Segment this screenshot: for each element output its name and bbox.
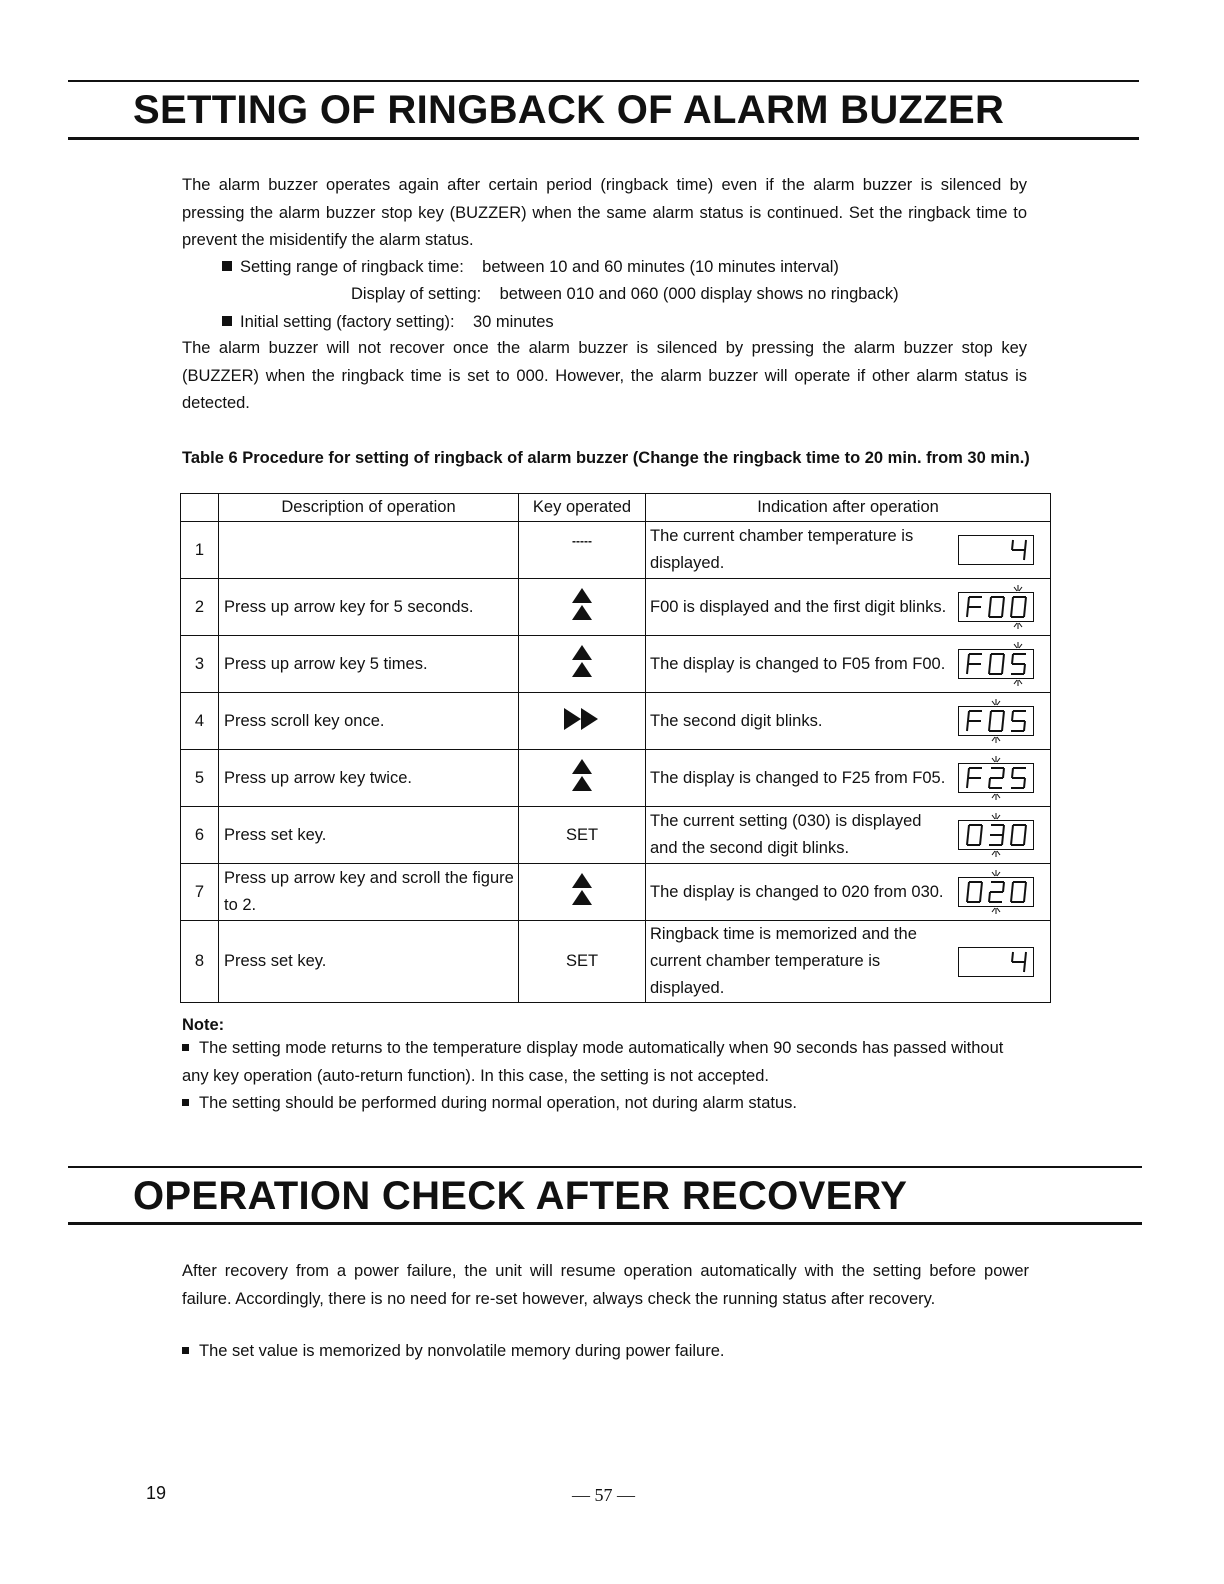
lcd-display [958, 820, 1034, 850]
segment [1011, 892, 1012, 902]
seven-segment-digits [959, 878, 1033, 906]
step-number: 3 [181, 636, 219, 693]
seven-segment-digits [959, 536, 1033, 564]
seven-segment-digits [959, 650, 1033, 678]
segment [1012, 597, 1013, 607]
key-operated [519, 522, 646, 579]
segment [1003, 882, 1004, 892]
segment [967, 778, 968, 788]
segment [967, 664, 968, 674]
step-number: 5 [181, 750, 219, 807]
indication [646, 864, 1051, 921]
blink-ray-icon [997, 701, 1000, 705]
lcd-display [958, 947, 1034, 977]
segment [1003, 597, 1004, 607]
segment [1025, 882, 1026, 892]
segment [1003, 711, 1004, 721]
segment [968, 882, 969, 892]
segment [1024, 721, 1025, 731]
indication-text: Ringback time is memorized and the current chamber temperature is displayed. [650, 925, 917, 997]
segment [990, 597, 991, 607]
square-bullet-icon [182, 1044, 189, 1051]
initial-line [222, 311, 554, 333]
key-operated [519, 750, 646, 807]
indication [646, 921, 1051, 1003]
segment [968, 768, 969, 778]
indication [646, 579, 1051, 636]
range-label: Setting range of ringback time: [240, 258, 464, 276]
table-row [181, 864, 1051, 921]
step-number: 6 [181, 807, 219, 864]
blink-ray-icon [997, 872, 1000, 876]
note-item-2 [182, 1090, 1032, 1118]
blink-ray-icon [992, 872, 995, 876]
segment [1025, 825, 1026, 835]
header-key: Key operated [519, 494, 646, 522]
indication-text: The display is changed to F25 from F05. [650, 768, 946, 787]
step-description: Press up arrow key for 5 seconds. [219, 579, 519, 636]
segment [989, 892, 990, 902]
step-number: 8 [181, 921, 219, 1003]
page-number-center: — 57 — [572, 1485, 635, 1505]
lcd-display [958, 535, 1034, 565]
indication-text: The display is changed to 020 from 030. [650, 882, 944, 901]
indication-text: The current setting (030) is displayed and the second digit blinks. [650, 812, 922, 857]
note-item-2-text: The setting should be performed during normal operation, not during alarm status. [199, 1094, 798, 1112]
step-number: 7 [181, 864, 219, 921]
page-number-left: 19 [146, 1483, 167, 1503]
step-number: 1 [181, 522, 219, 579]
seven-segment-digits [959, 707, 1033, 735]
step-description: Press up arrow key twice. [219, 750, 519, 807]
step-description: Press set key. [219, 921, 519, 1003]
table-row [181, 807, 1051, 864]
blink-ray-icon [992, 908, 995, 912]
indication [646, 693, 1051, 750]
segment [1024, 664, 1025, 674]
segment [1025, 540, 1026, 550]
intro-paragraph: The alarm buzzer operates again after certain period (ringback time) even if the alarm buzzer is silenced by pressing the alarm buzzer stop key (BUZZER) when the same alarm status is continued. Set the ringback time to prevent the misidentify the alarm status. [182, 176, 1027, 249]
header-no [181, 494, 219, 522]
segment [981, 882, 982, 892]
initial-label: Initial setting (factory setting): [240, 313, 455, 331]
segment [989, 721, 990, 731]
segment [990, 654, 991, 664]
segment [968, 597, 969, 607]
square-bullet-icon [222, 261, 232, 271]
section-title-recovery: OPERATION CHECK AFTER RECOVERY [133, 1174, 908, 1218]
section2-underline-thick [68, 1222, 1142, 1225]
key-operated [519, 693, 646, 750]
blink-ray-icon [992, 737, 995, 741]
step-number: 2 [181, 579, 219, 636]
zero-setting-paragraph: The alarm buzzer will not recover once the alarm buzzer is silenced by pressing the alarm buzzer stop key (BUZZER) when the ringback time is set to 000. However, the alarm buzzer will operate if other alarm status is detected. [182, 339, 1027, 412]
blink-ray-icon [1014, 623, 1017, 627]
procedure-table [180, 493, 1051, 1003]
blink-ray-icon [997, 908, 1000, 912]
up-arrow-icon [572, 645, 592, 679]
blink-ray-icon [992, 815, 995, 819]
display-line [351, 283, 899, 305]
key-label: ----- [572, 533, 592, 548]
step-description [219, 522, 519, 579]
segment [1002, 664, 1003, 674]
blink-ray-icon [992, 701, 995, 705]
blink-ray-icon [1019, 587, 1022, 591]
table-row [181, 579, 1051, 636]
segment [1002, 835, 1003, 845]
recovery-bullet [182, 1338, 1027, 1366]
segment [968, 654, 969, 664]
segment [1024, 607, 1025, 617]
top-rule-thin [68, 80, 1139, 82]
title-underline-thick [68, 137, 1139, 140]
key-label: SET [565, 825, 599, 844]
segment [1024, 892, 1025, 902]
key-operated [519, 636, 646, 693]
segment [1024, 778, 1025, 788]
header-indication: Indication after operation [646, 494, 1051, 522]
blink-ray-icon [997, 758, 1000, 762]
seven-segment-digits [959, 821, 1033, 849]
segment [981, 825, 982, 835]
indication-text: The second digit blinks. [650, 711, 823, 730]
section2-rule-thin [68, 1166, 1142, 1168]
table-header-row [181, 494, 1051, 522]
indication [646, 750, 1051, 807]
step-description: Press up arrow key 5 times. [219, 636, 519, 693]
blink-ray-icon [1019, 623, 1022, 627]
lcd-display [958, 649, 1034, 679]
segment [1011, 607, 1012, 617]
blink-ray-icon [1014, 680, 1017, 684]
blink-ray-icon [997, 815, 1000, 819]
indication [646, 807, 1051, 864]
initial-value: 30 minutes [472, 313, 554, 331]
segment [967, 607, 968, 617]
table-row [181, 522, 1051, 579]
table-row [181, 921, 1051, 1003]
blink-ray-icon [1014, 587, 1017, 591]
indication-text: F00 is displayed and the first digit blinks. [650, 597, 947, 616]
segment [1024, 962, 1025, 972]
range-line [222, 256, 839, 278]
up-arrow-icon [572, 759, 592, 793]
segment [1012, 540, 1013, 550]
segment [1002, 607, 1003, 617]
blink-ray-icon [997, 794, 1000, 798]
key-operated [519, 807, 646, 864]
table-caption: Table 6 Procedure for setting of ringback of alarm buzzer (Change the ringback time to 20 min. from 30 min.) [182, 449, 1030, 467]
table-row [181, 750, 1051, 807]
key-operated [519, 864, 646, 921]
step-number: 4 [181, 693, 219, 750]
blink-ray-icon [1014, 644, 1017, 648]
square-bullet-icon [182, 1099, 189, 1106]
segment [1012, 825, 1013, 835]
segment [1024, 550, 1025, 560]
display-value: between 010 and 060 (000 display shows no ringback) [499, 285, 899, 303]
step-description: Press scroll key once. [219, 693, 519, 750]
segment [1011, 835, 1012, 845]
table-row [181, 693, 1051, 750]
blink-ray-icon [1019, 644, 1022, 648]
key-operated [519, 921, 646, 1003]
recovery-bullet-text: The set value is memorized by nonvolatile memory during power failure. [199, 1342, 725, 1360]
segment [1012, 952, 1013, 962]
seven-segment-digits [959, 948, 1033, 976]
indication-text: The display is changed to F05 from F00. [650, 654, 946, 673]
segment [980, 892, 981, 902]
lcd-display [958, 592, 1034, 622]
segment [967, 835, 968, 845]
indication-text: The current chamber temperature is displayed. [650, 527, 914, 572]
lcd-display [958, 877, 1034, 907]
segment [1012, 882, 1013, 892]
segment [989, 778, 990, 788]
segment [1002, 721, 1003, 731]
segment [967, 721, 968, 731]
segment [967, 892, 968, 902]
segment [1012, 711, 1013, 721]
section-title-ringback: SETTING OF RINGBACK OF ALARM BUZZER [133, 88, 1005, 132]
blink-ray-icon [992, 794, 995, 798]
segment [1003, 825, 1004, 835]
segment [968, 825, 969, 835]
segment [1025, 597, 1026, 607]
scroll-icon [564, 708, 600, 730]
segment [980, 835, 981, 845]
segment [1003, 768, 1004, 778]
blink-ray-icon [997, 851, 1000, 855]
blink-ray-icon [1019, 680, 1022, 684]
indication [646, 522, 1051, 579]
segment [989, 607, 990, 617]
up-arrow-icon [572, 873, 592, 907]
up-arrow-icon [572, 588, 592, 622]
segment [989, 664, 990, 674]
lcd-display [958, 763, 1034, 793]
segment [1003, 654, 1004, 664]
range-value: between 10 and 60 minutes (10 minutes interval) [482, 258, 839, 276]
table-row [181, 636, 1051, 693]
segment [1025, 952, 1026, 962]
lcd-display [958, 706, 1034, 736]
seven-segment-digits [959, 593, 1033, 621]
segment [1012, 654, 1013, 664]
step-description: Press up arrow key and scroll the figure to 2. [219, 864, 519, 921]
blink-ray-icon [997, 737, 1000, 741]
note-item-1-text: The setting mode returns to the temperature display mode automatically when 90 seconds has passed without any key operation (auto-return function). In this case, the setting is not accepted. [182, 1039, 1004, 1085]
header-description: Description of operation [219, 494, 519, 522]
note-item-1 [182, 1035, 1032, 1090]
step-description: Press set key. [219, 807, 519, 864]
seven-segment-digits [959, 764, 1033, 792]
note-heading: Note: [182, 1016, 225, 1034]
recovery-paragraph: After recovery from a power failure, the unit will resume operation automatically with the setting before power failure. Accordingly, there is no need for re-set however, always check the running status after recovery. [182, 1262, 1029, 1308]
key-label: SET [565, 952, 599, 970]
display-label: Display of setting: [351, 285, 482, 303]
square-bullet-icon [182, 1347, 189, 1354]
indication [646, 636, 1051, 693]
segment [1024, 835, 1025, 845]
segment [1012, 768, 1013, 778]
blink-ray-icon [992, 758, 995, 762]
square-bullet-icon [222, 316, 232, 326]
key-operated [519, 579, 646, 636]
segment [968, 711, 969, 721]
segment [990, 711, 991, 721]
blink-ray-icon [992, 851, 995, 855]
